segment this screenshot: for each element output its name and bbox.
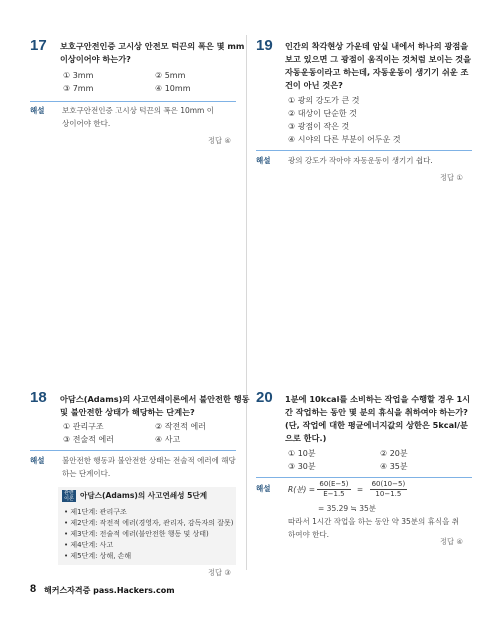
question-19-answer: 정답 ① [440, 173, 463, 182]
question-20-text-line4: 으로 한다.) [285, 433, 327, 443]
question-18-explanation-tag: 해설 [30, 456, 45, 465]
question-17-answer: 정답 ④ [208, 136, 231, 145]
question-18-option-4[interactable]: ④ 사고 [155, 435, 181, 444]
question-17-explanation-line2: 상이어야 한다. [62, 119, 111, 128]
question-19-separator [256, 150, 472, 151]
question-17-option-4[interactable]: ④ 10mm [155, 84, 191, 93]
question-17-option-2[interactable]: ② 5mm [155, 71, 186, 80]
formula-fraction-2 [370, 480, 408, 499]
question-20-option-1[interactable]: ① 10분 [288, 449, 316, 458]
question-18-number: 18 [30, 389, 47, 406]
formula-lhs: R(분) = [288, 485, 315, 494]
question-18-separator [30, 450, 236, 451]
question-19-option-2[interactable]: ② 대상이 단순한 것 [288, 109, 357, 118]
question-17-option-3[interactable]: ③ 7mm [63, 84, 94, 93]
question-20-explanation-line1: 따라서 1시간 작업을 하는 동안 약 35분의 휴식을 취 [288, 517, 460, 526]
related-theory-item-3: • 제3단계: 전술적 에러(불안전한 행동 및 상태) [64, 530, 209, 538]
question-17-separator [30, 101, 236, 102]
question-18-option-3[interactable]: ③ 전술적 에러 [63, 435, 114, 444]
question-20-explanation-tag: 해설 [256, 484, 271, 493]
formula-fraction-1-numerator: 60(E−5) [319, 480, 349, 488]
question-18-option-1[interactable]: ① 관리구조 [63, 422, 104, 431]
question-20-text-line2: 간 작업하는 동안 몇 분의 휴식을 취하여야 하는가? [285, 407, 468, 417]
question-17-explanation-line1: 보호구안전인증 고시상 턱끈의 폭은 10mm 이 [62, 106, 214, 115]
formula-fraction-2-denominator: 10−1.5 [375, 490, 402, 498]
related-theory-icon: 관련 이론 [62, 490, 76, 502]
formula-equals: = [356, 485, 364, 494]
question-19-option-3[interactable]: ③ 광점이 작은 것 [288, 122, 350, 131]
question-18-text-line2: 및 불안전한 상태가 해당하는 단계는? [60, 407, 195, 417]
question-20-explanation-line2: 하여야 한다. [288, 530, 329, 539]
formula-fraction-2-numerator: 60(10−5) [371, 480, 406, 488]
question-18-explanation-line1: 불안전한 행동과 불안전한 상태는 전술적 에러에 해당 [62, 456, 236, 465]
related-theory-item-1: • 제1단계: 관리구조 [64, 508, 127, 516]
question-17-explanation-tag: 해설 [30, 106, 45, 115]
question-19-option-4[interactable]: ④ 시야의 다른 부분이 어두운 것 [288, 135, 401, 144]
question-19-explanation-tag: 해설 [256, 156, 271, 165]
question-18-answer: 정답 ③ [208, 568, 231, 577]
question-20-formula-result: = 35.29 ≒ 35분 [318, 504, 376, 513]
question-19-text-line3: 자동운동이라고 하는데, 자동운동이 생기기 쉬운 조 [285, 67, 469, 77]
question-20-number: 20 [256, 389, 273, 406]
related-theory-title: 아담스(Adams)의 사고연쇄성 5단계 [80, 491, 208, 500]
question-19-explanation-line1: 광의 강도가 작아야 자동운동이 생기기 쉽다. [288, 156, 433, 165]
question-18-text-line1: 아담스(Adams)의 사고연쇄이론에서 불안전한 행동 [60, 394, 250, 404]
related-theory-item-5: • 제5단계: 상해, 손해 [64, 552, 132, 560]
question-20-text-line3: (단, 작업에 대한 평균에너지값의 상한은 5kcal/분 [285, 420, 468, 430]
question-20-option-2[interactable]: ② 20분 [380, 449, 408, 458]
question-19-text-line4: 건이 아닌 것은? [285, 80, 343, 90]
related-theory-item-2: • 제2단계: 작전적 에러(경영자, 관리자, 감독자의 잘못) [64, 519, 234, 527]
question-20-option-3[interactable]: ③ 30분 [288, 462, 316, 471]
related-theory-item-4: • 제4단계: 사고 [64, 541, 114, 549]
column-divider [246, 35, 247, 570]
formula-fraction-1 [317, 480, 350, 499]
question-17-option-1[interactable]: ① 3mm [63, 71, 94, 80]
question-19-option-1[interactable]: ① 광의 강도가 큰 것 [288, 96, 360, 105]
question-20-formula [288, 480, 407, 499]
question-17-text-line1: 보호구안전인증 고시상 안전모 턱끈의 폭은 몇 mm [60, 41, 245, 51]
formula-fraction-1-denominator: E−1.5 [323, 490, 345, 498]
question-20-text-line1: 1분에 10kcal를 소비하는 작업을 수행할 경우 1시 [285, 394, 471, 404]
question-19-text-line1: 인간의 착각현상 가운데 암실 내에서 하나의 광점을 [285, 41, 469, 51]
question-17-text-line2: 이상이어야 하는가? [60, 54, 131, 64]
question-20-option-4[interactable]: ④ 35분 [380, 462, 408, 471]
question-19-number: 19 [256, 37, 273, 54]
question-18-option-2[interactable]: ② 작전적 에러 [155, 422, 206, 431]
question-20-separator [256, 477, 472, 478]
question-18-explanation-line2: 하는 단계이다. [62, 469, 111, 478]
question-20-answer: 정답 ④ [440, 537, 463, 546]
page-number: 8 [30, 583, 37, 595]
question-19-text-line2: 보고 있으면 그 광점이 움직이는 것처럼 보이는 것을 [285, 54, 472, 64]
question-17-number: 17 [30, 37, 47, 54]
footer-site[interactable]: 해커스자격증 pass.Hackers.com [44, 586, 175, 595]
